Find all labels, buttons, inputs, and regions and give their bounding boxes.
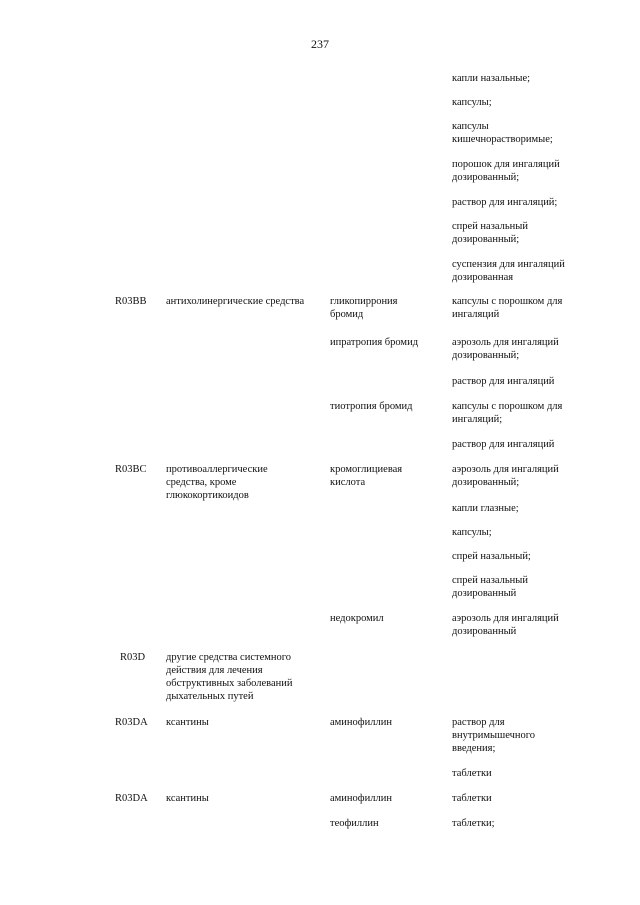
table-row — [0, 526, 640, 550]
table-row — [0, 502, 640, 526]
dosage-form: спрей назальный дозированный — [452, 575, 528, 599]
drug-name: аминофиллин — [330, 717, 392, 728]
table-row — [0, 120, 640, 158]
dosage-form: суспензия для ингаляций дозированная — [452, 259, 565, 283]
dosage-form: капли назальные; — [452, 73, 531, 84]
table-row — [0, 295, 640, 336]
table-row — [0, 550, 640, 574]
table-row — [0, 767, 640, 792]
drug-name: недокромил — [330, 613, 384, 624]
table-row — [0, 463, 640, 502]
dosage-form: таблетки — [452, 793, 492, 804]
drug-table — [0, 72, 640, 841]
dosage-form: аэрозоль для ингаляций дозированный — [452, 613, 559, 637]
atc-code: R03D — [120, 652, 146, 663]
table-row — [0, 400, 640, 438]
group-name: ксантины — [166, 793, 209, 804]
page-number: 237 — [311, 37, 329, 51]
dosage-form: капсулы с порошком для ингаляций — [452, 296, 563, 320]
drug-name: аминофиллин — [330, 793, 392, 804]
table-row — [0, 72, 640, 96]
dosage-form: капсулы; — [452, 527, 492, 538]
dosage-form: капли глазные; — [452, 503, 519, 514]
table-row — [0, 220, 640, 258]
group-name: антихолинергические средства — [166, 296, 305, 307]
dosage-form: таблетки; — [452, 818, 495, 829]
dosage-form: порошок для ингаляций дозированный; — [452, 159, 560, 183]
group-name: другие средства системного действия для лечения обструктивных заболеваний дыхательных путей — [166, 652, 293, 702]
atc-code: R03DA — [115, 717, 148, 728]
table-row — [0, 716, 640, 767]
dosage-form: раствор для ингаляций — [452, 376, 555, 387]
table-row — [0, 438, 640, 463]
table-row — [0, 375, 640, 400]
group-name: противоаллергические средства, кроме глюкокортикоидов — [166, 464, 268, 501]
group-name: ксантины — [166, 717, 209, 728]
table-row — [0, 96, 640, 120]
drug-name: тиотропия бромид — [330, 401, 413, 412]
drug-name: кромоглициевая кислота — [330, 464, 403, 488]
dosage-form: капсулы; — [452, 97, 492, 108]
drug-name: ипратропия бромид — [330, 337, 419, 348]
dosage-form: раствор для ингаляций — [452, 439, 555, 450]
dosage-form: таблетки — [452, 768, 492, 779]
table-row — [0, 651, 640, 716]
table-row — [0, 336, 640, 375]
dosage-form: раствор для ингаляций; — [452, 197, 558, 208]
table-row — [0, 817, 640, 841]
drug-name: гликопиррония бромид — [330, 296, 398, 320]
table-row — [0, 196, 640, 220]
dosage-form: аэрозоль для ингаляций дозированный; — [452, 464, 559, 488]
drug-name: теофиллин — [330, 818, 379, 829]
table-row — [0, 158, 640, 196]
dosage-form: спрей назальный дозированный; — [452, 221, 528, 245]
table-row — [0, 792, 640, 817]
dosage-form: спрей назальный; — [452, 551, 531, 562]
table-row — [0, 258, 640, 295]
atc-code: R03BC — [115, 464, 147, 475]
table-row — [0, 612, 640, 651]
dosage-form: раствор для внутримышечного введения; — [452, 717, 536, 754]
table-row — [0, 574, 640, 612]
dosage-form: капсулы кишечнорастворимые; — [452, 121, 553, 145]
atc-code: R03BB — [115, 296, 147, 307]
dosage-form: капсулы с порошком для ингаляций; — [452, 401, 563, 425]
atc-code: R03DA — [115, 793, 148, 804]
dosage-form: аэрозоль для ингаляций дозированный; — [452, 337, 559, 361]
